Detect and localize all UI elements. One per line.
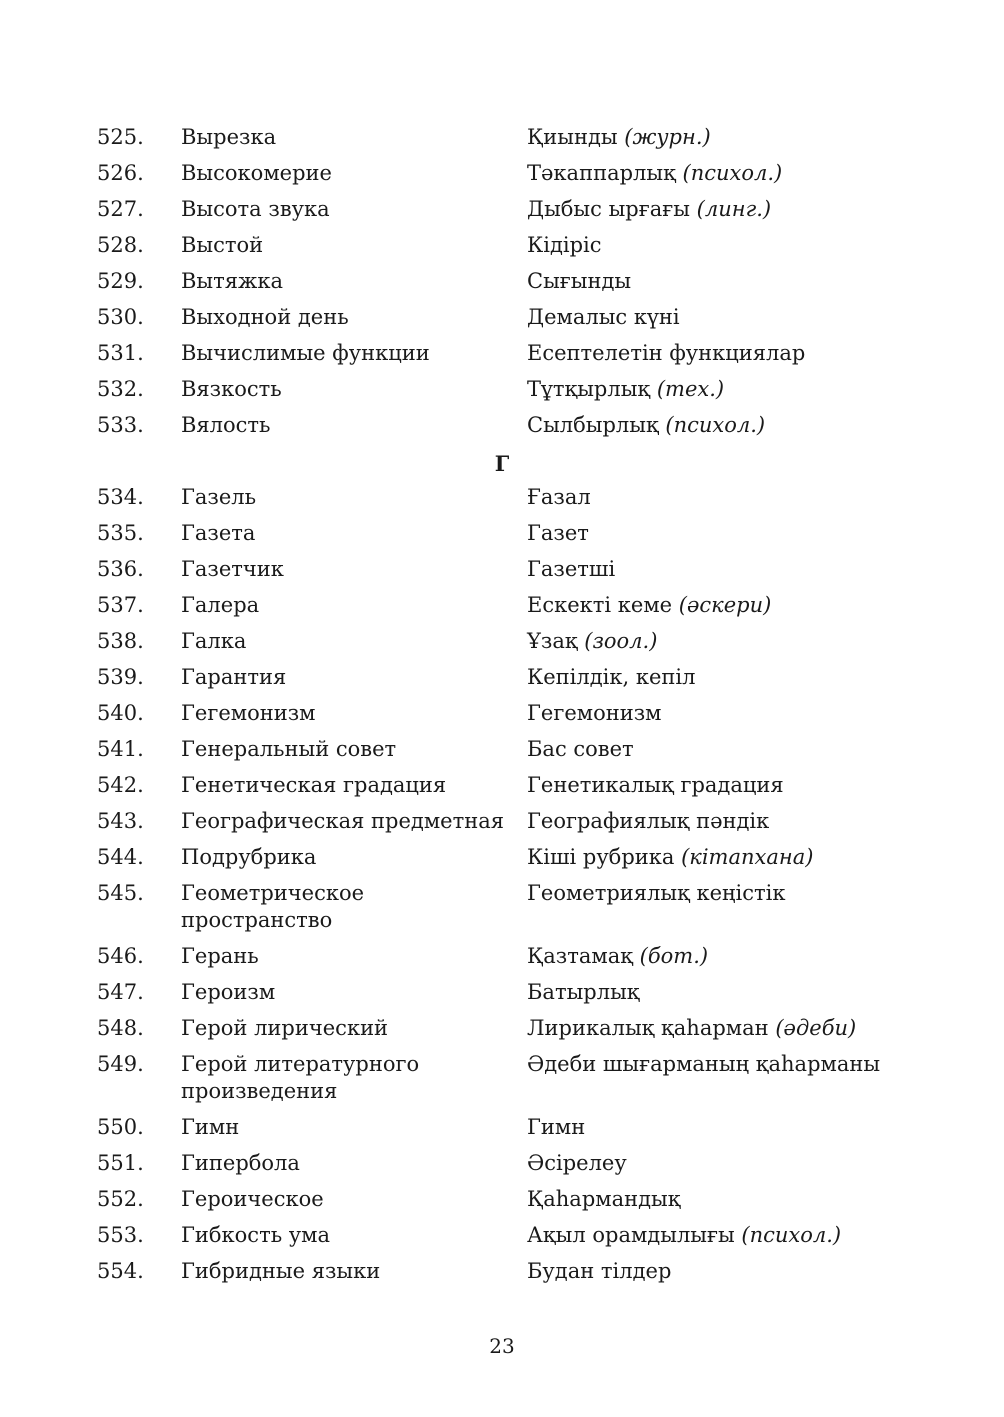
entry-russian-term: Героизм [181, 980, 276, 1004]
entry-domain-note: (зоол.) [584, 629, 658, 653]
section-letter-heading: Г [494, 451, 510, 476]
entry-domain-note: (кітапхана) [681, 845, 814, 869]
entry-kazakh-translation [527, 1222, 967, 1249]
entry-number: 547. [97, 980, 144, 1004]
entry-kazakh-term: Есептелетін функциялар [527, 341, 806, 365]
entry-kazakh-term: Сылбырлық [527, 413, 659, 437]
entry-domain-note: (әскери) [678, 593, 772, 617]
entry-kazakh-term: Газетші [527, 557, 616, 581]
entry-number: 552. [97, 1187, 144, 1211]
entry-russian-term: Гибридные языки [181, 1259, 381, 1283]
entry-russian-term: Выходной день [181, 305, 349, 329]
entry-russian-term: Генеральный совет [181, 737, 397, 761]
entry-kazakh-term: Геометриялық кеңістік [527, 881, 786, 905]
entry-number: 535. [97, 521, 144, 545]
entry-kazakh-term: Будан тілдер [527, 1259, 672, 1283]
entry-number: 538. [97, 629, 144, 653]
entry-kazakh-translation [527, 700, 967, 727]
entry-number: 530. [97, 305, 144, 329]
entry-kazakh-term: Ескекті кеме [527, 593, 673, 617]
entry-russian-term: Героическое [181, 1187, 324, 1211]
entry-kazakh-term: Қазтамақ [527, 944, 633, 968]
entry-number: 531. [97, 341, 144, 365]
entry-russian-term: Гипербола [181, 1151, 300, 1175]
entry-number: 550. [97, 1115, 144, 1139]
entry-kazakh-translation [527, 736, 967, 763]
entry-kazakh-translation [527, 412, 967, 439]
entry-number: 544. [97, 845, 144, 869]
entry-kazakh-translation [527, 943, 967, 970]
entry-number: 551. [97, 1151, 144, 1175]
entry-kazakh-term: Газет [527, 521, 589, 545]
entry-kazakh-term: Әдеби шығарманың қаһарманы [527, 1052, 881, 1076]
entry-kazakh-translation [527, 844, 967, 871]
entry-kazakh-term: Кепілдік, кепіл [527, 665, 696, 689]
entry-kazakh-term: Ұзақ [527, 629, 578, 653]
entry-kazakh-translation [527, 304, 967, 331]
entry-number: 528. [97, 233, 144, 257]
entry-number: 539. [97, 665, 144, 689]
entry-russian-term: Вытяжка [181, 269, 283, 293]
entry-number: 542. [97, 773, 144, 797]
entry-russian-term: Гарантия [181, 665, 287, 689]
entry-kazakh-term: Лирикалық қаһарман [527, 1016, 769, 1040]
entry-number: 549. [97, 1052, 144, 1076]
entry-kazakh-translation [527, 196, 967, 223]
entry-domain-note: (линг.) [696, 197, 772, 221]
entry-number: 553. [97, 1223, 144, 1247]
entry-number: 537. [97, 593, 144, 617]
entry-number: 527. [97, 197, 144, 221]
entry-domain-note: (әдеби) [775, 1016, 857, 1040]
entry-number: 543. [97, 809, 144, 833]
entry-kazakh-translation [527, 1186, 967, 1213]
entry-kazakh-term: Тәкаппарлық [527, 161, 676, 185]
entry-kazakh-term: Қиынды [527, 125, 618, 149]
entry-kazakh-term: Ғазал [527, 485, 591, 509]
entry-kazakh-translation [527, 1114, 967, 1141]
entry-kazakh-translation [527, 1258, 967, 1285]
entry-kazakh-translation [527, 160, 967, 187]
entry-russian-term: Газель [181, 485, 257, 509]
entry-kazakh-term: Батырлық [527, 980, 640, 1004]
entry-russian-term: Гимн [181, 1115, 240, 1139]
entry-russian-term: Высокомерие [181, 161, 332, 185]
entry-russian-term: Вязкость [181, 377, 282, 401]
entry-domain-note: (бот.) [639, 944, 709, 968]
entry-kazakh-term: Ақыл орамдылығы [527, 1223, 735, 1247]
entry-russian-term: Герой лирический [181, 1016, 389, 1040]
entry-number: 525. [97, 125, 144, 149]
page-number: 23 [489, 1334, 515, 1358]
entry-russian-term: Герой литературного произведения [181, 1052, 420, 1103]
entry-number: 529. [97, 269, 144, 293]
entry-kazakh-term: Кідіріс [527, 233, 602, 257]
entry-domain-note: (тех.) [656, 377, 725, 401]
entry-russian-term: Подрубрика [181, 845, 317, 869]
entry-russian-term: Газета [181, 521, 256, 545]
entry-number: 526. [97, 161, 144, 185]
entry-russian-term: Галера [181, 593, 260, 617]
entry-number: 546. [97, 944, 144, 968]
entry-kazakh-term: Кіші рубрика [527, 845, 675, 869]
entry-kazakh-translation [527, 268, 967, 295]
entry-kazakh-translation [527, 1015, 967, 1042]
entry-kazakh-term: Тұтқырлық [527, 377, 651, 401]
entry-russian-term: Генетическая градация [181, 773, 447, 797]
entry-kazakh-translation [527, 664, 967, 691]
entry-kazakh-term: Генетикалық градация [527, 773, 784, 797]
entry-domain-note: (психол.) [665, 413, 766, 437]
entry-russian-term: Вялость [181, 413, 271, 437]
entry-number: 540. [97, 701, 144, 725]
entry-kazakh-translation [527, 376, 967, 403]
entry-kazakh-term: Қаһармандық [527, 1187, 681, 1211]
entry-kazakh-term: Әсірелеу [527, 1151, 627, 1175]
entry-number: 554. [97, 1259, 144, 1283]
entry-kazakh-translation [527, 556, 967, 583]
entry-kazakh-translation [527, 520, 967, 547]
entry-kazakh-translation [527, 1051, 967, 1078]
entry-number: 532. [97, 377, 144, 401]
entry-kazakh-translation [527, 979, 967, 1006]
entry-domain-note: (журн.) [624, 125, 711, 149]
entry-russian-term: Географическая предметная [181, 809, 504, 833]
entry-domain-note: (психол.) [741, 1223, 842, 1247]
entry-kazakh-term: Демалыс күні [527, 305, 680, 329]
entry-kazakh-translation [527, 232, 967, 259]
entry-kazakh-translation [527, 880, 967, 907]
entry-kazakh-term: Гегемонизм [527, 701, 662, 725]
entry-kazakh-translation [527, 628, 967, 655]
entry-number: 536. [97, 557, 144, 581]
entry-number: 541. [97, 737, 144, 761]
entry-kazakh-term: Дыбыс ырғағы [527, 197, 690, 221]
entry-kazakh-term: Гимн [527, 1115, 586, 1139]
entry-russian-term: Галка [181, 629, 247, 653]
entry-domain-note: (психол.) [682, 161, 783, 185]
entry-kazakh-translation [527, 592, 967, 619]
entry-russian-term: Гибкость ума [181, 1223, 331, 1247]
entry-russian-term: Вычислимые функции [181, 341, 430, 365]
entry-russian-term: Геометрическое пространство [181, 881, 365, 932]
entry-russian-term: Вырезка [181, 125, 277, 149]
entry-kazakh-translation [527, 484, 967, 511]
entry-kazakh-term: Бас совет [527, 737, 634, 761]
entry-number: 534. [97, 485, 144, 509]
entry-kazakh-translation [527, 124, 967, 151]
entry-kazakh-translation [527, 772, 967, 799]
entry-number: 548. [97, 1016, 144, 1040]
entry-russian-term: Газетчик [181, 557, 284, 581]
entry-russian-term: Гегемонизм [181, 701, 316, 725]
entry-russian-term: Выстой [181, 233, 264, 257]
entry-russian-term: Высота звука [181, 197, 330, 221]
entry-kazakh-translation [527, 340, 967, 367]
entry-number: 533. [97, 413, 144, 437]
entry-kazakh-translation [527, 808, 967, 835]
entry-number: 545. [97, 881, 144, 905]
entry-russian-term: Герань [181, 944, 259, 968]
entry-kazakh-translation [527, 1150, 967, 1177]
entry-kazakh-term: Географиялық пәндік [527, 809, 770, 833]
entry-kazakh-term: Сығынды [527, 269, 632, 293]
